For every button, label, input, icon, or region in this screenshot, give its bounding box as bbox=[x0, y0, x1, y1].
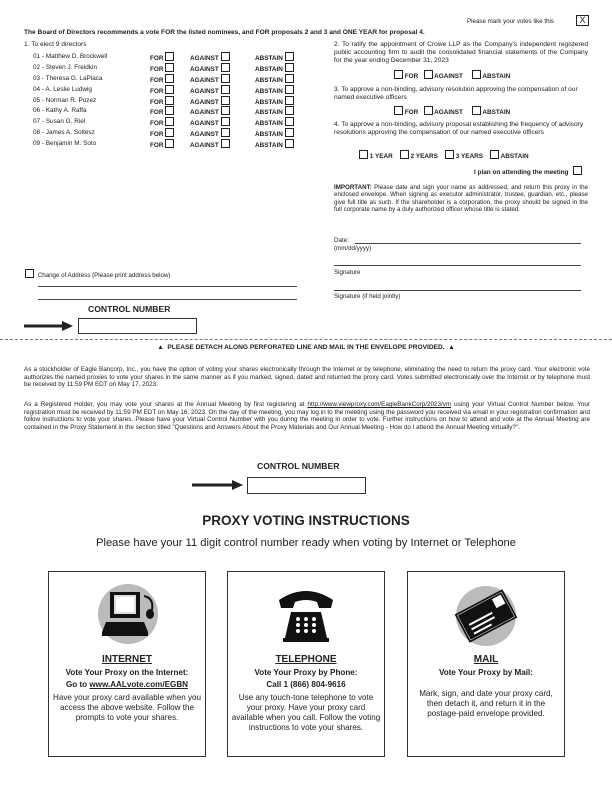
nominee-abstain-checkbox[interactable] bbox=[285, 117, 294, 126]
abstain-label: ABSTAIN bbox=[482, 73, 511, 80]
against-label: AGAINST bbox=[190, 76, 219, 84]
date-line[interactable] bbox=[355, 243, 581, 244]
nominee-name: 02 - Steven J. Freidkin bbox=[33, 63, 97, 71]
nominee-abstain-checkbox[interactable] bbox=[285, 85, 294, 94]
for-label: FOR bbox=[150, 142, 164, 150]
proposal-2-against-checkbox[interactable] bbox=[424, 70, 433, 79]
abstain-label: ABSTAIN bbox=[482, 109, 511, 116]
internet-card bbox=[48, 571, 206, 757]
telephone-icon bbox=[271, 578, 341, 652]
freq-1-year-label: 1 YEAR bbox=[369, 153, 393, 160]
nominee-for-checkbox[interactable] bbox=[165, 63, 174, 72]
abstain-label: ABSTAIN bbox=[255, 120, 283, 128]
nominee-abstain-checkbox[interactable] bbox=[285, 74, 294, 83]
freq-3-years-checkbox[interactable] bbox=[445, 150, 454, 159]
abstain-label: ABSTAIN bbox=[255, 87, 283, 95]
internet-go-to bbox=[49, 680, 205, 689]
freq-abstain-label: ABSTAIN bbox=[500, 153, 529, 160]
attend-meeting-checkbox[interactable] bbox=[573, 166, 582, 175]
nominee-against-checkbox[interactable] bbox=[221, 63, 230, 72]
nominee-row bbox=[33, 52, 313, 63]
nominee-abstain-checkbox[interactable] bbox=[285, 139, 294, 148]
date-label: Date: bbox=[334, 237, 349, 244]
mail-body: Mark, sign, and date your proxy card, then detach it, and return it in the postage-paid envelope provided. bbox=[419, 689, 553, 718]
nominee-name: 07 - Susan G. Riel bbox=[33, 118, 86, 126]
signature-joint-line[interactable] bbox=[334, 290, 581, 291]
phone-number[interactable]: Call 1 (866) 804-9616 bbox=[266, 680, 346, 689]
registered-holder-paragraph bbox=[24, 401, 590, 431]
against-label: AGAINST bbox=[190, 55, 219, 62]
nominee-for-checkbox[interactable] bbox=[165, 128, 174, 137]
internet-body: Have your proxy card available when you access the above website. Follow the prompts to vote your shares. bbox=[52, 693, 201, 722]
against-label: AGAINST bbox=[190, 109, 219, 117]
abstain-label: ABSTAIN bbox=[255, 109, 283, 117]
freq-abstain-checkbox[interactable] bbox=[490, 150, 499, 159]
board-recommendation: The Board of Directors recommends a vote FOR the listed nominees, and FOR proposals 2 and 3 and ONE YEAR for proposal 4. bbox=[24, 29, 425, 36]
against-label: AGAINST bbox=[434, 73, 463, 80]
nominee-name: 08 - James A. Soltesz bbox=[33, 129, 95, 137]
nominee-for-checkbox[interactable] bbox=[165, 139, 174, 148]
attend-meeting-row bbox=[474, 166, 582, 176]
proposal-2-abstain-checkbox[interactable] bbox=[472, 70, 481, 79]
proposal-2-text: 2. To ratify the appointment of Crowe LLP as the Company's independent registered public accounting firm to audit the consolidated financial statements of the Company for the year ending December 31, 2023 bbox=[334, 41, 588, 64]
detach-text: PLEASE DETACH ALONG PERFORATED LINE AND MAIL IN THE ENVELOPE PROVIDED. bbox=[167, 344, 445, 351]
arrow-right-icon bbox=[192, 479, 244, 491]
nominee-against-checkbox[interactable] bbox=[221, 96, 230, 105]
go-to-text: Go to bbox=[65, 680, 90, 689]
nominee-against-checkbox[interactable] bbox=[221, 139, 230, 148]
address-line-2[interactable] bbox=[38, 299, 297, 300]
for-label: FOR bbox=[150, 76, 164, 84]
nominee-list bbox=[33, 52, 313, 150]
control-number-box-top[interactable] bbox=[78, 318, 197, 334]
nominee-name: 06 - Kathy A. Raffa bbox=[33, 107, 87, 115]
arrow-right-icon bbox=[24, 320, 74, 332]
nominee-abstain-option bbox=[255, 139, 294, 151]
nominee-against-checkbox[interactable] bbox=[221, 117, 230, 126]
telephone-body: Use any touch-tone telephone to vote your proxy. Have your proxy card available when you call. Follow the voting instructions to vote your shares. bbox=[231, 693, 381, 732]
important-label: IMPORTANT: bbox=[334, 184, 372, 191]
electronic-voting-paragraph: As a stockholder of Eagle Bancorp, Inc., you have the option of voting your shares electronically through the Internet or by telephone, eliminating the need to return the proxy card. Your electronic vote authorizes the named proxies to vote your shares in the same manner as if you marked, signed, dated and returned the proxy card. Votes submitted electronically over the Internet or by telephone must be received by 11:59 PM EDT on May 17, 2023. bbox=[24, 366, 590, 389]
nominee-row bbox=[33, 128, 313, 139]
proposal-3-against-checkbox[interactable] bbox=[424, 106, 433, 115]
envelope-icon bbox=[451, 578, 521, 652]
nominee-name: 04 - A. Leslie Ludwig bbox=[33, 85, 92, 93]
freq-1-year-checkbox[interactable] bbox=[359, 150, 368, 159]
proposal-3-for-checkbox[interactable] bbox=[394, 106, 403, 115]
nominee-for-option bbox=[150, 139, 174, 151]
against-label: AGAINST bbox=[190, 120, 219, 128]
abstain-label: ABSTAIN bbox=[255, 55, 283, 62]
proposal-3-text: 3. To approve a non-binding, advisory resolution approving the compensation of our named executive officers bbox=[334, 86, 578, 101]
nominee-for-checkbox[interactable] bbox=[165, 96, 174, 105]
attend-meeting-label: I plan on attending the meeting bbox=[474, 169, 569, 176]
mark-instruction-text: Please mark your votes like this bbox=[467, 18, 555, 25]
control-number-label-top: CONTROL NUMBER bbox=[88, 304, 171, 314]
freq-2-years-checkbox[interactable] bbox=[400, 150, 409, 159]
mark-instruction bbox=[467, 18, 554, 25]
internet-subtitle: Vote Your Proxy on the Internet: bbox=[65, 668, 189, 677]
proposal-4-options bbox=[359, 150, 529, 160]
against-label: AGAINST bbox=[434, 109, 463, 116]
address-line-1[interactable] bbox=[38, 286, 297, 287]
para2-text-a: As a Registered Holder, you may vote your shares at the Annual Meeting by first registering at bbox=[24, 401, 308, 408]
nominee-for-checkbox[interactable] bbox=[165, 106, 174, 115]
abstain-label: ABSTAIN bbox=[255, 131, 283, 139]
virtual-meeting-link[interactable]: http://www.viewproxy.com/EagleBankCorp/2023/vm bbox=[307, 401, 452, 408]
internet-title: INTERNET bbox=[102, 654, 152, 665]
telephone-title: TELEPHONE bbox=[275, 654, 337, 665]
nominee-against-option bbox=[190, 139, 230, 151]
freq-2-years-label: 2 YEARS bbox=[410, 153, 438, 160]
against-label: AGAINST bbox=[190, 131, 219, 139]
nominee-name: 05 - Norman R. Pozez bbox=[33, 96, 97, 104]
nominee-abstain-checkbox[interactable] bbox=[285, 63, 294, 72]
against-label: AGAINST bbox=[190, 98, 219, 106]
voting-website-link[interactable]: www.AALvote.com/EGBN bbox=[89, 680, 189, 689]
freq-3-years-label: 3 YEARS bbox=[455, 153, 484, 160]
proposal-2-options bbox=[394, 70, 510, 80]
change-address-checkbox[interactable] bbox=[25, 269, 34, 278]
nominee-against-checkbox[interactable] bbox=[221, 74, 230, 83]
example-mark-box: X bbox=[576, 15, 589, 26]
nominee-abstain-checkbox[interactable] bbox=[285, 128, 294, 137]
nominee-row bbox=[33, 85, 313, 96]
proposal-2-for-checkbox[interactable] bbox=[394, 70, 403, 79]
nominee-row bbox=[33, 96, 313, 107]
instructions-title: PROXY VOTING INSTRUCTIONS bbox=[202, 513, 410, 528]
nominee-row bbox=[33, 139, 313, 150]
nominee-against-checkbox[interactable] bbox=[221, 106, 230, 115]
nominee-abstain-checkbox[interactable] bbox=[285, 52, 294, 61]
for-label: FOR bbox=[150, 55, 164, 62]
for-label: FOR bbox=[404, 73, 419, 80]
signature-label: Signature bbox=[334, 269, 361, 276]
nominee-row bbox=[33, 117, 313, 128]
change-address-row bbox=[25, 269, 171, 279]
abstain-label: ABSTAIN bbox=[255, 142, 283, 150]
nominee-for-checkbox[interactable] bbox=[165, 74, 174, 83]
telephone-card bbox=[227, 571, 385, 757]
against-label: AGAINST bbox=[190, 65, 219, 73]
proposal-1-heading: 1. To elect 9 directors bbox=[24, 41, 87, 48]
instructions-subtitle: Please have your 11 digit control number ready when voting by Internet or Telephone bbox=[96, 537, 516, 549]
proposal-3-options bbox=[394, 106, 510, 116]
abstain-label: ABSTAIN bbox=[255, 76, 283, 84]
nominee-abstain-checkbox[interactable] bbox=[285, 106, 294, 115]
computer-icon bbox=[92, 578, 162, 652]
telephone-subtitle: Vote Your Proxy by Phone: bbox=[254, 668, 358, 677]
nominee-row bbox=[33, 74, 313, 85]
triangle-up-icon: ▲ bbox=[157, 344, 164, 351]
signature-joint-label: Signature (if held jointly) bbox=[334, 293, 401, 300]
important-notice bbox=[334, 184, 588, 214]
control-number-label-bottom: CONTROL NUMBER bbox=[257, 461, 340, 471]
for-label: FOR bbox=[150, 120, 164, 128]
nominee-against-checkbox[interactable] bbox=[221, 128, 230, 137]
for-label: FOR bbox=[150, 87, 164, 95]
detach-notice bbox=[0, 344, 612, 351]
abstain-label: ABSTAIN bbox=[255, 65, 283, 73]
nominee-name: 03 - Theresa G. LaPlaca bbox=[33, 74, 103, 82]
triangle-up-icon: ▲ bbox=[448, 344, 455, 351]
nominee-abstain-checkbox[interactable] bbox=[285, 96, 294, 105]
perforated-line bbox=[0, 339, 612, 340]
abstain-label: ABSTAIN bbox=[255, 98, 283, 106]
nominee-name: 09 - Benjamin M. Soto bbox=[33, 140, 97, 148]
change-address-label: Change of Address (Please print address below) bbox=[37, 272, 171, 279]
against-label: AGAINST bbox=[190, 142, 219, 150]
proposal-4-text: 4. To approve a non-binding, advisory proposal establishing the frequency of advisory resolutions approving the compensation of our named executive officers bbox=[334, 121, 584, 136]
nominee-name: 01 - Matthew D. Brockwell bbox=[33, 53, 108, 60]
proposal-3-abstain-checkbox[interactable] bbox=[472, 106, 481, 115]
for-label: FOR bbox=[150, 65, 164, 73]
nominee-for-checkbox[interactable] bbox=[165, 85, 174, 94]
para2-text-b: using your Virtual Control Number below. Your registration must be received by 11:59 PM EDT on May 16, 2023. On the day of the meeting, you may log in to the meeting using the password you received via email in your registration confirmation and follow instructions to vote your shares. Please have your Virtual Control Number with you during the meeting in order to vote. Further instructions on how to attend and vote at the Annual Meeting are contained in the Proxy Statement in the section titled "Questions and Answers About the Proxy Materials and Our Annual Meeting - How do I attend the Annual Meeting virtually?". bbox=[24, 401, 590, 431]
important-text: Please date and sign your name as addressed, and return this proxy in the enclosed envelope. When signing as executor administrator, trustee, guardian, etc., please give full title as such. If the shareholder is a corporation, the proxy should be signed in the full corporate name by a duly authorized officer whose title is stated. bbox=[334, 184, 588, 214]
nominee-for-checkbox[interactable] bbox=[165, 117, 174, 126]
for-label: FOR bbox=[404, 109, 419, 116]
mail-card bbox=[407, 571, 565, 757]
nominee-row bbox=[33, 106, 313, 117]
date-format: (mm/dd/yyyy) bbox=[334, 245, 372, 252]
control-number-box-bottom[interactable] bbox=[247, 477, 366, 494]
for-label: FOR bbox=[150, 109, 164, 117]
mail-title: MAIL bbox=[473, 654, 499, 665]
for-label: FOR bbox=[150, 131, 164, 139]
signature-line[interactable] bbox=[334, 265, 581, 266]
nominee-against-checkbox[interactable] bbox=[221, 52, 230, 61]
mail-subtitle: Vote Your Proxy by Mail: bbox=[439, 668, 533, 677]
nominee-for-checkbox[interactable] bbox=[165, 52, 174, 61]
nominee-against-checkbox[interactable] bbox=[221, 85, 230, 94]
for-label: FOR bbox=[150, 98, 164, 106]
against-label: AGAINST bbox=[190, 87, 219, 95]
nominee-row bbox=[33, 63, 313, 74]
